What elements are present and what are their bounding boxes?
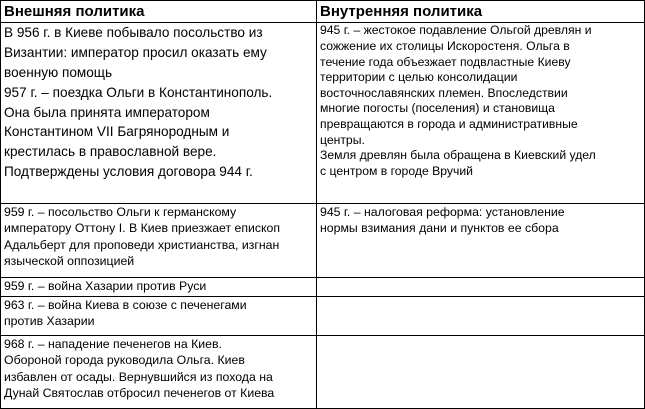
table-row [1,296,645,335]
header-domestic-policy: Внутренняя политика [317,1,645,23]
domestic-policy-cell [317,335,645,408]
foreign-policy-cell: 959 г. – война Хазарии против Руси [1,278,317,296]
domestic-policy-cell [317,278,645,296]
foreign-policy-cell: 963 г. – война Киева в союзе с печенегами против Хазарии [1,296,317,335]
domestic-policy-cell: 945 г. – налоговая реформа: установление нормы взимания дани и пунктов ее сбора [317,203,645,277]
foreign-policy-cell: 968 г. – нападение печенегов на Киев. Обороной города руководила Ольга. Киев избавлен от осады. Вернувшийся из похода на Дунай Святослав отбросил печенегов от Киева [1,335,317,408]
table-row [1,278,645,296]
domestic-policy-cell: 945 г. – жестокое подавление Ольгой древлян и сожжение их столицы Искоростеня. Ольга в течение года объезжает подвластные Киеву территории с целью консолидации восточнославянских племен. Впоследствии многие погосты (поселения) и становища превращаются в города и административные центры. Земля древлян была обращена в Киевский удел с центром в городе Вручий [317,23,645,204]
domestic-policy-cell [317,296,645,335]
table-row [1,23,645,204]
header-row [1,1,645,23]
table-row [1,203,645,277]
foreign-policy-cell: 959 г. – посольство Ольги к германскому императору Оттону I. В Киев приезжает епископ Адальберт для проповеди христианства, изгнан языческой оппозицией [1,203,317,277]
header-foreign-policy: Внешняя политика [1,1,317,23]
table-row [1,335,645,408]
foreign-policy-cell: В 956 г. в Киеве побывало посольство из Византии: император просил оказать ему военную помощь 957 г. – поездка Ольги в Константинополь. Она была принята императором Константином VII Багрянородным и крестилась в православной вере. Подтверждены условия договора 944 г. [1,23,317,204]
